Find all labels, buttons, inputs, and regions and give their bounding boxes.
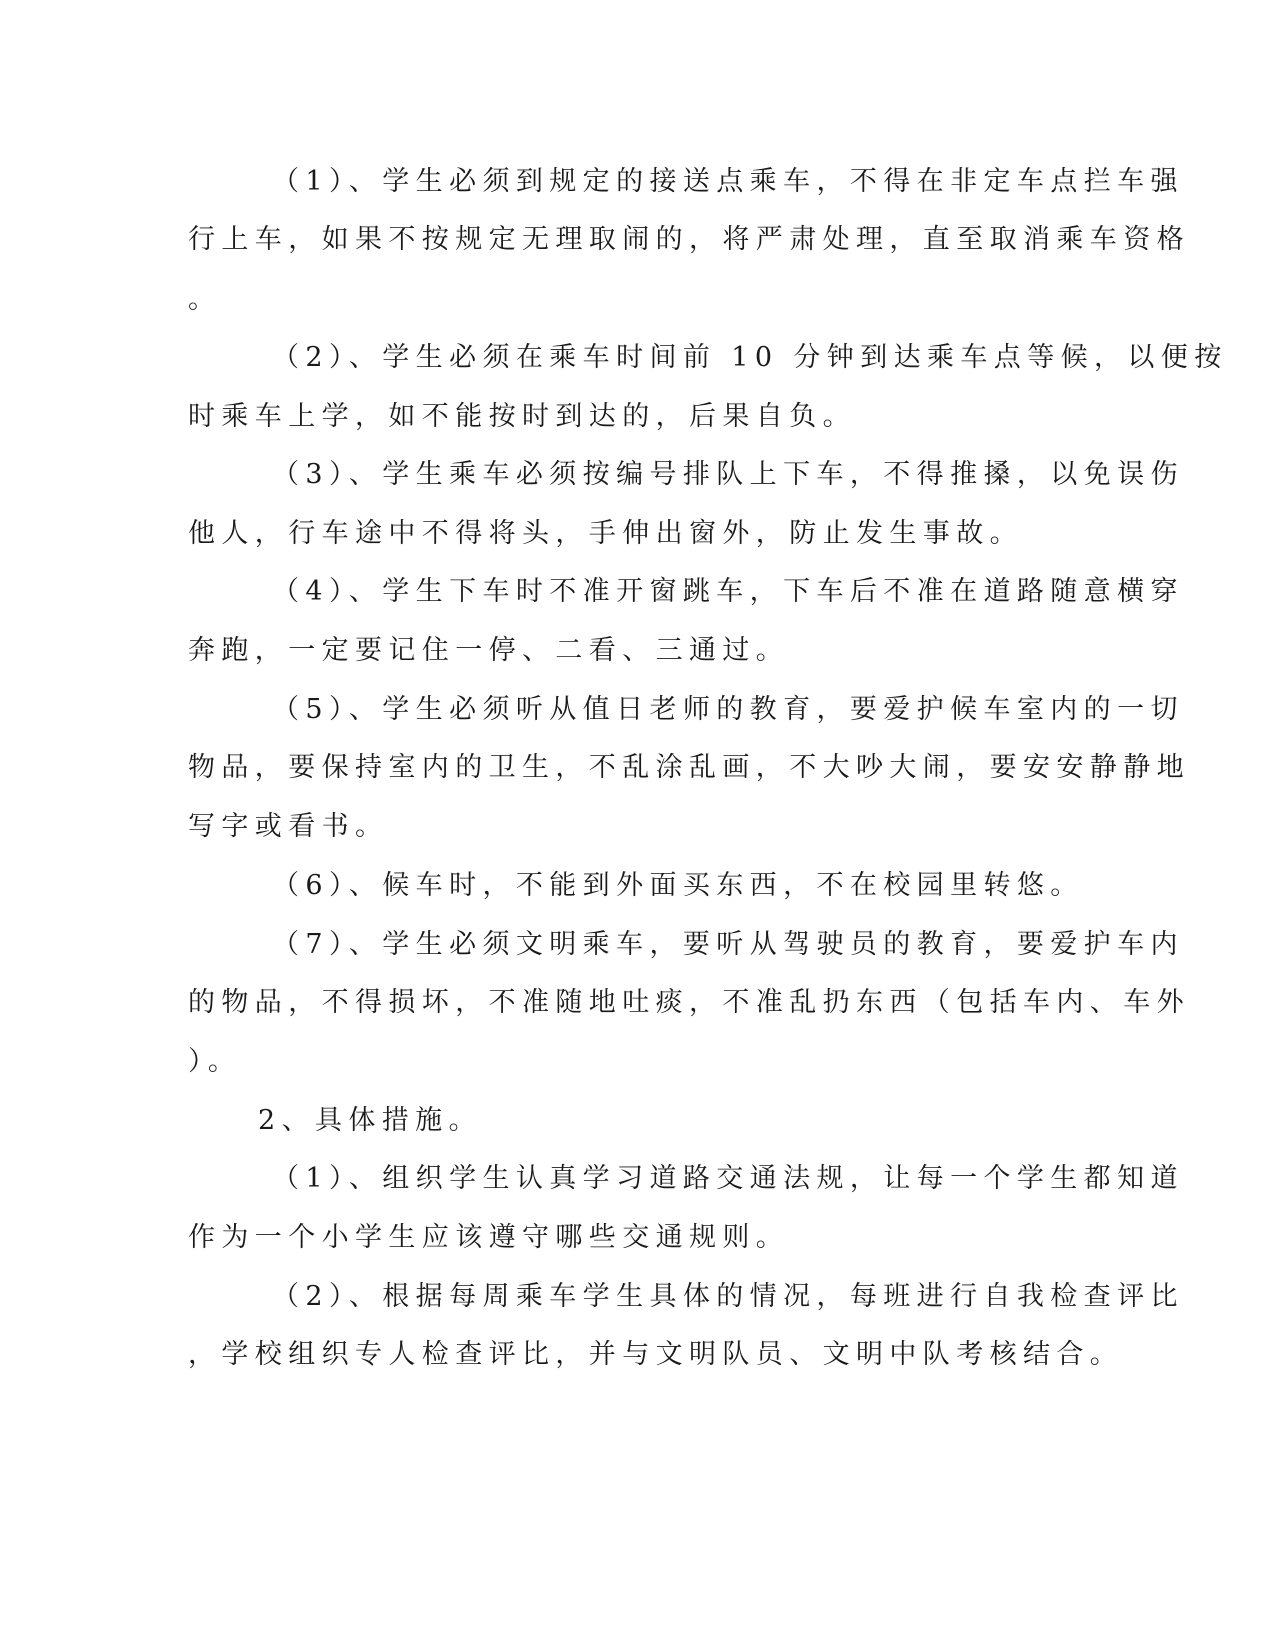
rule-7-line-2: 的物品，不得损坏，不准随地吐痰，不准乱扔东西（包括车内、车外 xyxy=(188,987,1190,1018)
rule-1-line-1: （1）、学生必须到规定的接送点乘车，不得在非定车点拦车强 xyxy=(272,166,1184,197)
rule-4-line-2: 奔跑，一定要记住一停、二看、三通过。 xyxy=(188,635,790,666)
measure-2-line-1: （2）、根据每周乘车学生具体的情况，每班进行自我检查评比 xyxy=(272,1281,1184,1312)
section-2-heading: 2、具体措施。 xyxy=(258,1105,482,1136)
rule-7-line-1: （7）、学生必须文明乘车，要听从驾驶员的教育，要爱护车内 xyxy=(272,929,1184,960)
rule-6-line-1: （6）、候车时，不能到外面买东西，不在校园里转悠。 xyxy=(272,870,1084,901)
rule-5-line-1: （5）、学生必须听从值日老师的教育，要爱护候车室内的一切 xyxy=(272,694,1184,725)
rule-4-line-1: （4）、学生下车时不准开窗跳车，下车后不准在道路随意横穿 xyxy=(272,576,1184,607)
rule-3-line-1: （3）、学生乘车必须按编号排队上下车，不得推搡，以免误伤 xyxy=(272,459,1184,490)
measure-1-line-1: （1）、组织学生认真学习道路交通法规，让每一个学生都知道 xyxy=(272,1163,1184,1194)
measure-2-line-2: ，学校组织专人检查评比，并与文明队员、文明中队考核结合。 xyxy=(188,1339,1124,1370)
rule-1-line-2: 行上车，如果不按规定无理取闹的，将严肃处理，直至取消乘车资格 xyxy=(188,224,1190,255)
rule-7-line-3: ）。 xyxy=(188,1046,242,1077)
rule-5-line-2: 物品，要保持室内的卫生，不乱涂乱画，不大吵大闹，要安安静静地 xyxy=(188,752,1190,783)
rule-3-line-2: 他人，行车途中不得将头，手伸出窗外，防止发生事故。 xyxy=(188,518,1023,549)
measure-1-line-2: 作为一个小学生应该遵守哪些交通规则。 xyxy=(188,1222,790,1253)
rule-2-line-1: （2）、学生必须在乘车时间前 10 分钟到达乘车点等候，以便按 xyxy=(272,342,1228,373)
rule-1-line-3: 。 xyxy=(188,284,222,315)
rule-5-line-3: 写字或看书。 xyxy=(188,811,389,842)
rule-2-line-2: 时乘车上学，如不能按时到达的，后果自负。 xyxy=(188,401,856,432)
